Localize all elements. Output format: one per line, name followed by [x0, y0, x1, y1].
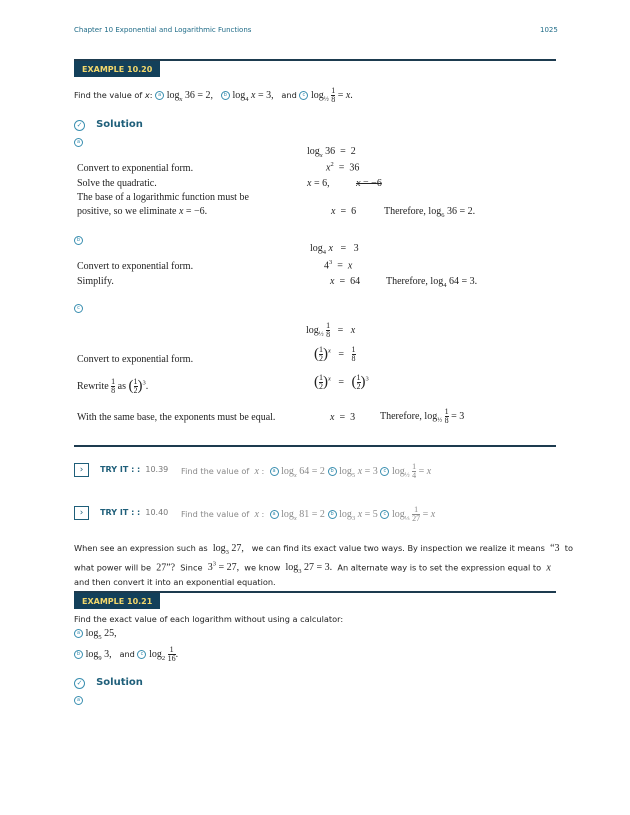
- chapter-header: Chapter 10 Exponential and Logarithmic Functions: [74, 26, 252, 34]
- part-c-eq0: $\log_{\frac{1}{2}}$ $\frac{1}{8}$ = x: [306, 321, 356, 339]
- part-c-marker: c: [74, 304, 83, 313]
- check-circle-icon: ✓: [74, 678, 85, 689]
- paragraph-line-1: When see an expression such as $\log_3 27$, we can find its exact value two ways. By inspection we realize it means “3 to: [74, 543, 573, 556]
- example-label: EXAMPLE 10.21: [74, 593, 160, 609]
- chevron-right-icon: ›: [74, 506, 89, 520]
- example2-part-bc: b $\log_9 3$, and c $\log_2$ $\frac{1}{16}$ .: [74, 646, 178, 663]
- paragraph-line-3: and then convert it into an exponential equation.: [74, 577, 276, 587]
- paragraph-line-2: what power will be 27”? Since $3^3 = 27$, we know $\log_3 27 = 3$. An alternate way is to set the expression equal to x: [74, 561, 551, 576]
- part-a-step3a: The base of a logarithmic function must be: [77, 192, 249, 203]
- try-label: TRY IT : :: [100, 465, 141, 474]
- section-divider: [74, 445, 556, 447]
- part-a-marker: a: [270, 510, 279, 519]
- part-b-marker: b: [221, 91, 230, 100]
- part-b-step1: Convert to exponential form.: [77, 261, 194, 272]
- example2-part-a: a $\log_5 25$,: [74, 628, 117, 641]
- part-b-marker: b: [74, 236, 83, 245]
- part-c-eq1: ( $\frac{1}{2}$ )$^x$ = $\frac{1}{8}$: [314, 345, 356, 363]
- try-label: TRY IT : :: [100, 508, 141, 517]
- part-a-step2: Solve the quadratic.: [77, 178, 157, 189]
- try-it-10-40: [74, 500, 168, 520]
- part-b-eq1: $4^3 = x$: [324, 259, 353, 272]
- part-a-step3b: positive, so we eliminate x = −6.: [77, 206, 208, 217]
- part-a-marker: a: [155, 91, 164, 100]
- example2-prompt: Find the exact value of each logarithm without using a calculator:: [74, 614, 344, 624]
- part-b-step2: Simplify.: [77, 276, 114, 287]
- chevron-right-icon: ›: [74, 463, 89, 477]
- part-b-eq0: $\log_4 x = 3$: [310, 243, 359, 256]
- part-c-marker: c: [380, 467, 389, 476]
- part-a-marker: a: [74, 138, 83, 147]
- try-number: 10.40: [145, 508, 169, 517]
- try-number: 10.39: [145, 465, 169, 474]
- example-prompt: [74, 87, 353, 104]
- part-a-eq1: $x^2 = 36$: [326, 161, 360, 174]
- part-b-marker: b: [328, 467, 337, 476]
- part-c-marker: c: [299, 91, 308, 100]
- part-b-eq2: x = 64: [330, 276, 361, 287]
- part-a-therefore: Therefore, $\log_6 36 = 2$.: [384, 206, 476, 219]
- part-a-marker: a: [270, 467, 279, 476]
- and-text: and: [119, 648, 135, 659]
- part-c-step3: With the same base, the exponents must be equal.: [77, 412, 276, 423]
- part-a-step1: Convert to exponential form.: [77, 163, 194, 174]
- part-c-marker: c: [137, 650, 146, 659]
- part-c-marker: c: [380, 510, 389, 519]
- try-it-10-39-prompt: Find the value of x : a $\log_x 64 = 2$ b $\log_5 x = 3$ c $\log_{\frac{1}{2}}$ $\frac{1}{4}$ = x: [181, 462, 432, 480]
- part-c-therefore: Therefore, $\log_{\frac{1}{2}}$ $\frac{1}{8}$ = 3: [380, 407, 465, 425]
- solution-title: Solution: [96, 677, 143, 688]
- part-a-marker: a: [74, 629, 83, 638]
- part-b-marker: b: [328, 510, 337, 519]
- part-c-eq2: ( $\frac{1}{2}$ )$^x$ = ( $\frac{1}{2}$ )$^3$: [314, 373, 369, 391]
- part-a-eq2: x = 6, x = −6: [307, 178, 382, 189]
- try-it-10-40-prompt: Find the value of x : a $\log_x 81 = 2$ b $\log_3 x = 5$ c $\log_{\frac{1}{3}}$ $\frac{1}{27}$ = x: [181, 505, 436, 523]
- check-circle-icon: ✓: [74, 120, 85, 131]
- page-number: 1025: [540, 26, 558, 34]
- prompt-c-expr: $\log_{\frac{1}{2}}$ $\frac{1}{8}$ = x.: [311, 86, 353, 104]
- solution-heading: [74, 112, 143, 131]
- and-text: and: [281, 89, 297, 100]
- prompt-a-expr: $\log_x 36 = 2$,: [166, 89, 214, 103]
- part-c-eq3: x = 3: [330, 412, 356, 423]
- try-it-10-39: [74, 457, 168, 477]
- part-c-step2: Rewrite $\frac{1}{8}$ as ( $\frac{1}{2}$ )$^3$.: [77, 377, 149, 395]
- part-c-step1: Convert to exponential form.: [77, 354, 194, 365]
- solution-title: Solution: [96, 119, 143, 130]
- part-b-marker: b: [74, 650, 83, 659]
- prompt-text: Find the value of x:: [74, 89, 153, 100]
- solution-heading-2: [74, 670, 143, 689]
- example-label: EXAMPLE 10.20: [74, 61, 160, 77]
- prompt-b-expr: $\log_4 x = 3$,: [232, 89, 274, 103]
- part-a-eq3: x = 6: [331, 206, 357, 217]
- part-b-therefore: Therefore, $\log_4 64 = 3$.: [386, 276, 478, 289]
- part-a-marker: a: [74, 696, 83, 705]
- part-a-eq0: $\log_x 36 = 2$: [307, 146, 356, 159]
